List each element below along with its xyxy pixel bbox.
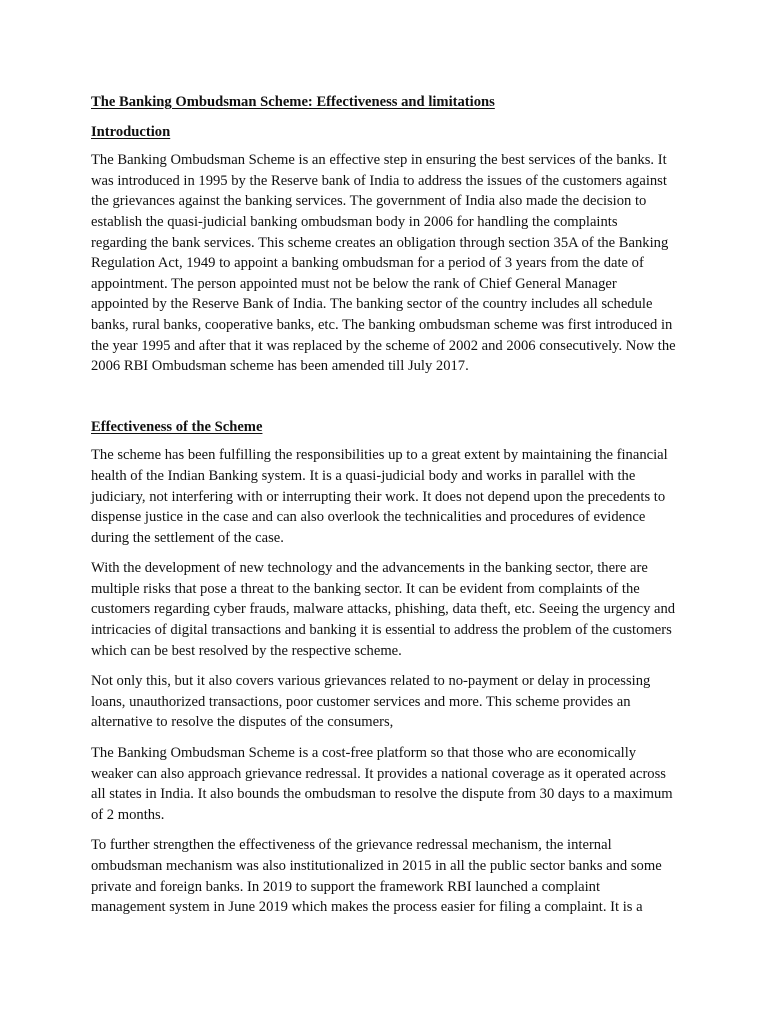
section-effectiveness <box>91 417 677 918</box>
paragraph-effectiveness-1: The scheme has been fulfilling the responsibilities up to a great extent by maintaining the financial health of the Indian Banking system. It is a quasi-judicial body and works in parallel with the judiciary, not interfering with or interrupting their work. It does not depend upon the precedents to dispense justice in the case and can also overlook the technicalities and procedures of evidence during the settlement of the case. <box>91 447 668 546</box>
paragraph-effectiveness-5: To further strengthen the effectiveness of the grievance redressal mechanism, the internal ombudsman mechanism was also institutionalized in 2015 in all the public sector banks and some private and foreign banks. In 2019 to support the framework RBI launched a complaint management system in June 2019 which makes the process easier for filing a complaint. It is a <box>91 837 662 916</box>
document-body <box>91 92 677 928</box>
document-title: The Banking Ombudsman Scheme: Effectiveness and limitations <box>91 94 495 110</box>
paragraph-effectiveness-4: The Banking Ombudsman Scheme is a cost-free platform so that those who are economically weaker can also approach grievance redressal. It provides a national coverage as it operated across all states in India. It also bounds the ombudsman to resolve the dispute from 30 days to a maximum of 2 months. <box>91 745 673 823</box>
paragraph-effectiveness-3: Not only this, but it also covers various grievances related to no-payment or delay in processing loans, unauthorized transactions, poor customer services and more. This scheme provides an alternative to resolve the disputes of the consumers, <box>91 673 651 731</box>
section-spacer <box>91 387 677 417</box>
section-heading-introduction: Introduction <box>91 123 171 140</box>
section-heading-effectiveness: Effectiveness of the Scheme <box>91 418 263 435</box>
paragraph-effectiveness-2: With the development of new technology and the advancements in the banking sector, there are multiple risks that pose a threat to the banking sector. It can be evident from complaints of the customers regarding cyber frauds, malware attacks, phishing, data theft, etc. Seeing the urgency and intricacies of digital transactions and banking it is essential to address the problem of the customers which can be best resolved by the respective scheme. <box>91 560 676 659</box>
paragraph-introduction-1: The Banking Ombudsman Scheme is an effective step in ensuring the best services of the banks. It was introduced in 1995 by the Reserve bank of India to address the issues of the customers against the grievances against the banking services. The government of India also made the decision to establish the quasi-judicial banking ombudsman body in 2006 for handling the complaints regarding the bank services. This scheme creates an obligation through section 35A of the Banking Regulation Act, 1949 to appoint a banking ombudsman for a period of 3 years from the date of appointment. The person appointed must not be below the rank of Chief General Manager appointed by the Reserve Bank of India. The banking sector of the country includes all schedule banks, rural banks, cooperative banks, etc. The banking ombudsman scheme was first introduced in the year 1995 and after that it was replaced by the scheme of 2002 and 2006 consecutively. Now the 2006 RBI Ombudsman scheme has been amended till July 2017. <box>91 152 676 375</box>
section-introduction <box>91 122 677 377</box>
